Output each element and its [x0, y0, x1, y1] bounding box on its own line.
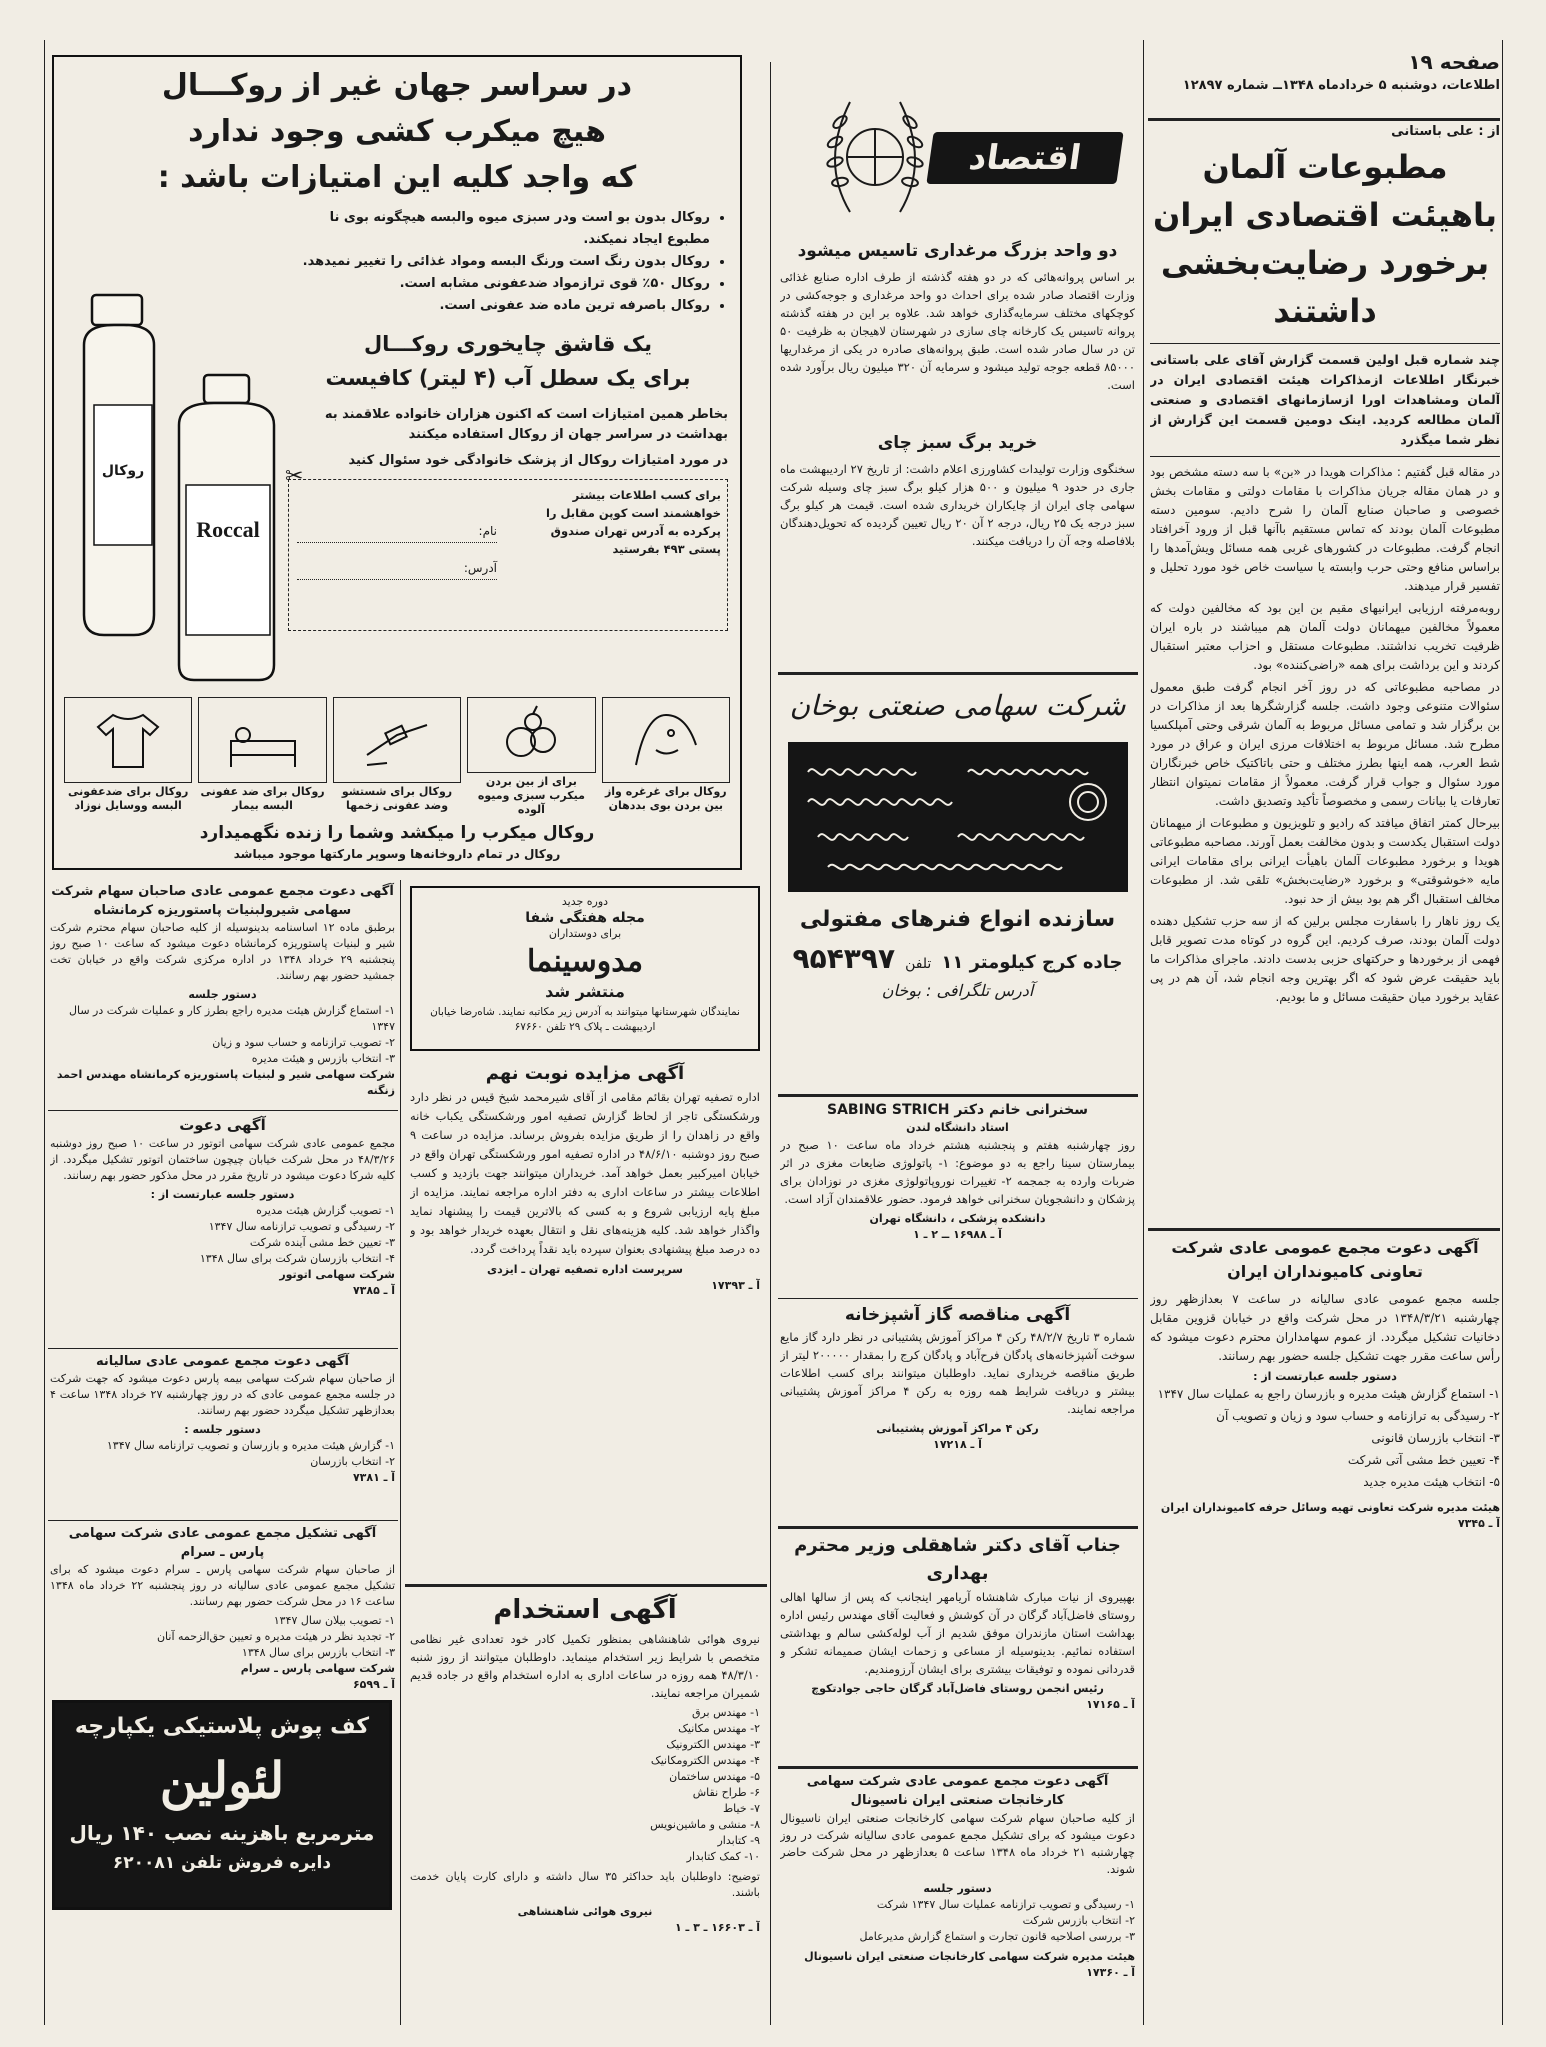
mag-pre2: برای دوستداران: [548, 927, 622, 940]
fruit-icon: [467, 697, 595, 773]
agenda-item: ۳- انتخاب بازرس برای سال ۱۳۴۸: [241, 1646, 395, 1659]
ad-agenda-title: دستور جلسه: [923, 1882, 992, 1895]
agenda-item: ۲- تصویب ترازنامه و حساب سود و زیان: [212, 1036, 395, 1049]
benefit-item: • روکال بدون بو است ودر سبزی میوه والبسه هیچگونه بوی نا مطبوع ایجاد نمیکند.: [288, 207, 710, 251]
lecture-ad: [780, 1100, 1135, 1295]
leolin-line-2: مترمربع باهزینه نصب ۱۴۰ ریال: [69, 1821, 375, 1845]
ad-ref: آ ـ ۶۵۹۹: [352, 1678, 395, 1689]
main-article: [1150, 124, 1500, 1220]
agenda-item: ۲- رسیدگی به ترازنامه و حساب سود و زیان و تصویب آن: [1216, 1409, 1500, 1423]
ad-title: آگهی مزایده نوبت نهم: [485, 1063, 685, 1084]
iqtisad-logo: [780, 62, 1135, 237]
roccal-note: بخاطر همین امتیازات است که اکنون هزاران خانواده علاقمند به بهداشت در سراسر جهان از روکال استفاده میکنند: [324, 407, 728, 442]
roccal-ad: [52, 55, 742, 870]
ad-signer: رئیس انجمن روستای فاضل‌آباد گرگان حاجی جوادتکوچ: [811, 1682, 1104, 1695]
ad-signer: رکن ۴ مراکز آموزش پشتیبانی: [876, 1422, 1039, 1435]
agenda-item: ۲- انتخاب بازرس شرکت: [1022, 1914, 1135, 1927]
thanks-ad: [780, 1532, 1135, 1762]
ad-title: جناب آقای دکتر شاهقلی وزیر محترم بهداری: [794, 1535, 1121, 1584]
benefit-item: • روکال بدون رنگ است ورنگ البسه ومواد غذائی را تغییر نمیدهد.: [288, 251, 710, 273]
ad-body: از صاحبان سهام شرکت سهامی پارس ـ سرام دعوت میشود که برای تشکیل مجمع عمومی عادی سالیانه در روز پنجشنبه ۲۲ خرداد ماه ۱۳۴۸ ساعت ۱۶ در محل شرکت حضور بهم رسانند.: [50, 1563, 395, 1608]
pars-ceram-ad: [50, 1524, 395, 1689]
ad-ref: آ ـ ۷۳۴۵: [1457, 1517, 1500, 1530]
ad-body: از صاحبان سهام شرکت سهامی بیمه پارس دعوت میشود که جهت شرکت در جلسه مجمع عمومی عادی که در روز چهارشنبه ۲۷ خرداد ۱۳۴۸ ساعت ۴ بعدازظهر تشکیل میگردد حضور بهم رسانند.: [50, 1372, 395, 1417]
ad-body: روز چهارشنبه هفتم و پنجشنبه هشتم خرداد ماه ساعت ۱۰ صبح در بیمارستان سینا راجع به دو موضوع: ۱- پاتولوژی ضایعات مغزی در اثر ضربات وارده به جمجمه ۲- تغییرات نوروپاتولوژی مغزی در نوزادان برای پزشکان و دانشجویان سخنرانی خواهد فرمود. حضور علاقمندان آزاد است.: [780, 1138, 1135, 1206]
article-paragraph: روبه‌مرفته ارزیابی ایرانیهای مقیم بن این بود که مخالفین دولت که معمولاً مخالفین میهمانان دولت آلمان هم میباشند در باره ایران ظرفیت تخریب نداشتند. مطبوعات مستقل و احزاب معتبر استقبال کردند و این برداشت برای همه «راضی‌کننده» بود.: [1150, 601, 1500, 672]
usage-caption: روکال برای شستشو وضد عفونی زخمها: [341, 785, 453, 812]
ad-signer: نیروی هوائی شاهنشاهی: [517, 1905, 653, 1918]
ad-body: اداره تصفیه تهران بقائم مقامی از آقای شیرمحمد شیخ قیس در نظر دارد ورشکستگی تاجر از لحاظ گزارش تصفیه امور ورشکستگی یکباب خانه واقع در زاهدان را از طریق مزایده بفروش برساند. مزایده در ساعت ۹ صبح روز دوشنبه ۴۸/۶/۱۰ در اداره تصفیه امور ورشکستگی تهران واقع در خیابان امیرکبیر بعمل خواهد آمد. خریداران میتوانند جهت بازدید و کسب اطلاعات بیشتر در ساعات اداری به دفتر اداره مراجعه نمایند. مزایده از مبلغ پایه ارزیابی شروع و به کسی که بالاترین قیمت را پیشنهاد نماید واگذار خواهد شد. کلیه هزینه‌های نقل و انتقال بعهده خریدار خواهد بود و ده درصد مبلغ پیشنهادی بعنوان سپرده باید نقداً پرداخت گردد.: [410, 1090, 760, 1256]
role-item: ۸- منشی و ماشین‌نویس: [650, 1818, 760, 1831]
bottle-brand: Roccal: [196, 517, 260, 542]
ad-title: آگهی دعوت مجمع عمومی عادی صاحبان سهام شرکت سهامی شیرولبنیات پاستوریزه کرمانشاه: [51, 884, 394, 918]
coupon-address-field[interactable]: [297, 557, 497, 580]
ad-agenda-title: دستور جلسه عبارتست از :: [1253, 1370, 1397, 1383]
bottle-label: روکال: [101, 463, 145, 479]
employment-ad: [410, 1590, 760, 2022]
ad-signer: دانشکده پزشکی ، دانشگاه تهران: [869, 1212, 1046, 1225]
roccal-dose-2: برای یک سطل آب (۴ لیتر) کافیست: [325, 366, 691, 390]
sick-bed-icon: [198, 697, 326, 783]
role-item: ۱۰- کمک کتابدار: [686, 1850, 760, 1863]
pasteurized-ad: [50, 882, 395, 1107]
role-item: ۲- مهندس مکانیک: [678, 1722, 760, 1735]
ad-body: برطبق ماده ۱۲ اساسنامه بدینوسیله از کلیه صاحبان سهام محترم شرکت شیر و لبنیات پاستوریزه کرمانشاه دعوت میشود که ساعت ۱۰ صبح روز پنجشنبه ۲۹ خرداد ۱۳۴۸ در اداره مرکزی شرکت واقع در خیابان تخت جمشید حضور بهم رسانند.: [50, 921, 395, 982]
ad-ref: آ ـ ۱۷۲۱۸: [933, 1438, 982, 1451]
agenda-item: ۵- انتخاب هیئت مدیره جدید: [1363, 1475, 1500, 1489]
ad-ref: آ ـ ۱۷۳۹۳: [711, 1279, 760, 1292]
leolin-line-1: کف پوش پلاستیکی یکپارچه: [74, 1714, 370, 1739]
benefit-item: • روکال ۵۰٪ قوی ترازمواد ضدعفونی مشابه است.: [288, 273, 710, 295]
medicine-mag-ad: [410, 886, 760, 1051]
article-body: بر اساس پروانه‌هائی که در دو هفته گذشته از طرف اداره صنایع غذائی وزارت اقتصاد صادر شده برای احداث دو واحد مرغداری و جوجه‌کشی در کوچکهای مختلف سرمایه‌گذاری خواهد شد. علاوه بر این در هفته گذشته پروانه تاسیس یک کارخانه چای سازی در شهرستان لاهیجان به ظرفیت ۵۰ تن در سال صادر شده است. طبق پروانه‌های صادره در یکی از مرغداریها ۸۵۰۰۰ قطعه جوجه تولید میشود و سرمایه آن ۳۲۰ میلیون ریال برآورد شده است.: [780, 270, 1135, 392]
ad-subtitle: استاد دانشگاه لندن: [906, 1121, 1009, 1134]
autour-ad: [50, 1114, 395, 1344]
section-logo: اقتصاد: [926, 132, 1123, 184]
roccal-ask: در مورد امتیازات روکال از پزشک خانوادگی خود سئوال کنید: [348, 453, 728, 468]
ad-ref: آ ـ ۱۶۹۸۸ ــ ۲ ـ ۱: [913, 1228, 1002, 1241]
springs-image: [788, 742, 1128, 892]
poultry-article: [780, 238, 1135, 428]
ad-body: نیروی هوائی شاهنشاهی بمنظور تکمیل کادر خود تعدادی غیر نظامی متخصص با شرایط زیر استخدام مینماید. داوطلبان میتوانند از روز شنبه ۴۸/۳/۱۰ همه روزه در ساعات اداری به اداره استخدام واقع در جاده قدیم شمیران مراجعه نمایند.: [410, 1632, 760, 1700]
agenda-item: ۱- تصویب گزارش هیئت مدیره: [256, 1204, 395, 1217]
ad-ref: آ ـ ۱۶۶۰۳ ـ ۳ ـ ۱: [674, 1921, 760, 1934]
coupon-address-label: آدرس:: [463, 561, 497, 575]
company-name: شرکت سهامی صنعتی بوخان: [789, 689, 1126, 722]
agenda-item: ۱- استماع گزارش هیئت مدیره راجع بطرز کار و عملیات شرکت در سال ۱۳۴۷: [68, 1004, 395, 1033]
gas-tender-ad: [780, 1302, 1135, 1522]
roccal-dose-1: یک قاشق چایخوری روکـــال: [363, 332, 653, 356]
coupon-name-label: نام:: [478, 524, 497, 538]
ad-body: شماره ۳ تاریخ ۴۸/۲/۷ رکن ۴ مراکز آموزش پشتیبانی در نظر دارد گاز مایع سوخت آشپزخانه‌های پادگان فرح‌آباد و پادگان کرج را بمقدار ۲۰۰۰۰۰ لیتر از طریق مناقصه خریداری نماید. داوطلبان میتوانند برای کسب اطلاعات بیشتر و دریافت شرایط همه روزه به رکن ۴ مراکز آموزش پشتیبانی مراجعه نمایند.: [780, 1330, 1135, 1416]
company-subtitle: سازنده انواع فنرهای مفتولی: [799, 907, 1116, 932]
agenda-item: ۳- تعیین خط مشی آینده شرکت: [249, 1236, 395, 1249]
agenda-item: ۱- رسیدگی و تصویب ترازنامه عملیات سال ۱۳۴۷ شرکت: [876, 1898, 1135, 1911]
ad-title: آگهی دعوت مجمع عمومی عادی شرکت سهامی کارخانجات صنعتی ایران ناسیونال: [806, 1774, 1109, 1808]
role-item: ۴- مهندس الکترومکانیک: [650, 1754, 760, 1767]
baby-clothes-icon: [64, 697, 192, 783]
article-paragraph: بیرحال کمتر اتفاق میافتد که رادیو و تلویزیون و مطبوعات از میهمانان دولت استقبال یکدست و بدون مخالفت بعمل آورند. مصاحبه مطبوعاتی هویدا و برخورد مطبوعات آلمان باهیأت ایرانی برای مقامات ایرانی مایه «خوشوقتی» و برخورد «رضایت‌بخش» تلقی شد. از مطبوعات مخالف استقبال اگر هم بود بیش از حد نبود.: [1150, 816, 1500, 906]
ad-ref: آ ـ ۱۷۳۶۰: [1086, 1966, 1135, 1979]
mag-status: منتشر شد: [545, 982, 625, 1001]
ad-signer: هیئت مدیره شرکت سهامی کارخانجات صنعتی ایران ناسیونال: [804, 1950, 1135, 1963]
mouth-rinse-icon: [602, 697, 730, 783]
mag-pre: مجله هفتگی شفا: [525, 910, 645, 926]
ad-body: مجمع عمومی عادی شرکت سهامی اتوتور در ساعت ۱۰ صبح روز دوشنبه ۴۸/۳/۲۶ در محل شرکت خیابان چیچون ساختمان اتوتور تشکیل میگردد. از کلیه شرکا دعوت میشود در تاریخ مقرر در محل مذکور حضور بهم رسانند.: [50, 1137, 395, 1182]
ad-signer: سرپرست اداره تصفیه تهران ـ ایزدی: [487, 1263, 683, 1276]
ad-body: بهپیروی از نیات مبارک شاهنشاه آریامهر اینجانب که پس از سالها اهالی روستای فاضل‌آباد گرگان در آن کوشش و فعالیت آقای مهندس رئیس اداره بهداشت استان مازندران موفق شدیم از آب لوله‌کشی سالم و بهداشتی استفاده نمائیم. بدینوسیله از مساعی و زحمات ایشان صمیمانه تشکر و قدردانی نموده و توفیقات بیشتری برای ایشان آرزومندیم.: [780, 1590, 1135, 1676]
roccal-bottle-icon: [74, 285, 294, 685]
roccal-benefits: [288, 207, 728, 317]
article-paragraph: یک روز ناهار را باسفارت مجلس برلین که از سه حزب تشکیل دهنده دولت آلمان بودند، صرف کردیم. این گروه در کوتاه مدت تصویر قابل فهمی از برخوردها و حرکتهای حزبی بدست دادند. ماجرای مذاکرات ما باید حقیقت عرض شود که اگر بهترین وجه انجام شد، آن هم در پی عقاید برخورد میان حقیقت مسائل و ما بودیم.: [1150, 914, 1500, 1004]
agenda-item: ۱- گزارش هیئت مدیره و بازرسان و تصویب ترازنامه سال ۱۳۴۷: [106, 1439, 395, 1452]
coupon-name-field[interactable]: [297, 520, 497, 543]
leolin-brand: لئولین: [159, 1751, 285, 1810]
phone-label: تلفن: [905, 956, 932, 972]
scissors-icon: ✂: [285, 464, 304, 489]
tea-article: [780, 430, 1135, 670]
telegraph-address: آدرس تلگرافی : بوخان: [881, 981, 1034, 1000]
auction-ad: [410, 1060, 760, 1580]
roccal-headline-1: در سراسر جهان غیر از روکـــال: [161, 68, 633, 103]
role-item: ۷- خیاط: [722, 1802, 760, 1815]
roccal-headline-3: که واجد کلیه این امتیازات باشد :: [157, 160, 637, 195]
mag-title: مدوسینما: [526, 944, 644, 979]
ad-title: آگهی تشکیل مجمع عمومی عادی شرکت سهامی پارس ـ سرام: [68, 1526, 377, 1560]
role-item: ۹- کتابدار: [717, 1834, 760, 1847]
article-title: خرید برگ سبز چای: [877, 433, 1038, 453]
role-item: ۶- طراح نقاش: [692, 1786, 760, 1799]
agenda-item: ۱- استماع گزارش هیئت مدیره و بازرسان راجع به عملیات سال ۱۳۴۷: [1157, 1387, 1500, 1401]
role-item: ۵- مهندس ساختمان: [669, 1770, 760, 1783]
agenda-item: ۱- تصویب بیلان سال ۱۳۴۷: [273, 1614, 395, 1627]
ad-agenda-title: دستور جلسه :: [184, 1423, 261, 1436]
article-byline: از : علی باستانی: [1391, 124, 1500, 139]
benefit-item: • روکال باصرفه ترین ماده ضد عفونی است.: [288, 295, 710, 317]
usage-caption: برای از بین بردن میکرب سبزی ومیوه آلوده: [477, 775, 585, 816]
page-number: صفحه ۱۹: [1408, 50, 1500, 74]
ad-title: سخنرانی خانم دکتر SABING STRICH: [827, 1102, 1088, 1118]
phone-number: ۹۵۴۳۹۷: [792, 942, 896, 975]
agenda-item: ۳- بررسی اصلاحیه قانون تجارت و استماع گزارش مدیرعامل: [859, 1930, 1135, 1943]
role-item: ۳- مهندس الکترونیک: [666, 1738, 760, 1751]
usage-caption: روکال برای ضد عفونی البسه بیمار: [200, 785, 325, 812]
ad-signer: شرکت سهامی اتوتور: [279, 1268, 395, 1281]
article-paragraph: در مصاحبه مطبوعاتی که در روز آخر انجام گرفت طبق معمول سئوالات متنوعی وجود داشت. جلسه گزارشگرها بعد از مذاکرات در بن برگزار شد و تمامی مسائل مربوط به آلمان شرقی وحتی آمپلکسیا مطرح شد. مسائل مربوط به اختلافات مرزی ایران و عراق در مورد شط العرب، همه اینها بطرز مختلف و حتی باتاکتیک خاص خبرنگاران مورد سئوال و جواب قرار گرفت. معمولاً از مقامات نمیتوان انتظار تعارفات یا بیانات رسمی و مخصوصاً تأکید وتصدیق داشت.: [1150, 680, 1500, 808]
ad-ref: آ ـ ۷۳۸۱: [352, 1471, 395, 1484]
agenda-item: ۴- انتخاب بازرسان شرکت برای سال ۱۳۴۸: [199, 1252, 395, 1265]
ad-ref: آ ـ ۷۳۸۵: [352, 1284, 395, 1297]
ad-title: آگهی دعوت مجمع عمومی عادی سالیانه: [96, 1354, 349, 1369]
ad-ref: آ ـ ۱۷۱۶۵: [1086, 1698, 1135, 1711]
ad-body: از کلیه صاحبان سهام شرکت سهامی کارخانجات صنعتی ایران ناسیونال دعوت میشود که برای تشکیل مجمع عمومی عادی سالیانه شرکت در روز چهارشنبه ۲۱ خرداد ماه ۱۳۴۸ ساعت ۵ بعدازظهر در محل شرکت حاضر شوند.: [780, 1811, 1135, 1876]
usage-caption: روکال برای ضدعفونی البسه ووسایل نوزاد: [68, 785, 189, 812]
ad-agenda-title: دستور جلسه عبارتست از :: [150, 1188, 295, 1201]
agenda-item: ۳- انتخاب بازرس و هیئت مدیره: [251, 1052, 395, 1065]
agenda-item: ۳- انتخاب بازرسان قانونی: [1371, 1431, 1500, 1445]
agenda-item: ۲- رسیدگی و تصویب ترازنامه سال ۱۳۴۷: [208, 1220, 395, 1233]
article-title: دو واحد بزرگ مرغداری تاسیس میشود: [797, 241, 1118, 261]
annual-meeting-ad: [50, 1352, 395, 1517]
agenda-item: ۴- تعیین خط مشی آتی شرکت: [1347, 1453, 1500, 1467]
mag-agents: نمایندگان شهرستانها میتوانند به آدرس زیر مکاتبه نمایند. شاه‌رضا خیابان اردیبهشت ـ پلاک ۲۹ تلفن ۶۷۶۶۰: [430, 1006, 740, 1033]
coop-meeting-ad: [1150, 1236, 1500, 2021]
leolin-line-3: دایره فروش تلفن ۶۲۰۰۸۱: [112, 1853, 332, 1873]
usage-caption: روکال برای غرغره واز بین بردن بوی بددهان: [604, 785, 727, 812]
bukhan-ad: [780, 682, 1135, 1090]
ad-footer: توضیح: داوطلبان باید حداکثر ۳۵ سال داشته و دارای کارت پایان خدمت باشند.: [410, 1870, 760, 1899]
agenda-item: ۲- تجدید نظر در هیئت مدیره و تعیین حق‌الزحمه آنان: [156, 1630, 395, 1643]
article-body: سخنگوی وزارت تولیدات کشاورزی اعلام داشت: از تاریخ ۲۷ اردیبهشت ماه جاری در حدود ۹ میلیون و ۵۰۰ هزار کیلو برگ سبز چای وسیله شرکت سهامی چای ایران از چایکاران خریداری شده است. قیمت هر کیلو برگ سبز درجه یک ۲۵ ریال، درجه ۲ آن ۲۰ ریال تعیین گردیده که تحویل‌دهندگان بلافاصله وجه آن را دریافت میکنند.: [780, 462, 1135, 548]
springs-icon: [788, 742, 1128, 892]
ad-agenda-title: دستور جلسه: [188, 988, 257, 1001]
ad-title: آگهی استخدام: [493, 1595, 677, 1625]
article-paragraph: در مقاله قبل گفتیم : مذاکرات هویدا در «بن» با سه دسته مشخص بود و در همان مقاله جریان مذاکرات با مقامات دولتی و مقامات بخش خصوصی و صاحبان صنایع آلمان را شرح دادیم. سومین دسته مطبوعات آلمان بودند که تماس مستقیم باآنها قبل از ورود آخرافتاد انجام گرفت. مطبوعات در کشورهای غربی همه مسائل ویش‌آمدها را براساس منافع وحتی حرب وابسته یا سیاست خاص خود مورد تحلیل و تفسیر قرار میدهند.: [1150, 465, 1500, 593]
roccal-footer-1: روکال میکرب را میکشد وشما را زنده نگهمیدارد: [199, 823, 595, 843]
ad-body: جلسه مجمع عمومی عادی سالیانه در ساعت ۷ بعدازظهر روز چهارشنبه ۱۳۴۸/۳/۲۱ در محل شرکت واقع در خیابان قزوین مقابل دخانیات تشکیل میگردد. از عموم سهامداران محترم دعوت میشود که رأس ساعت مقرر جهت تشکیل جلسه حضور بهم رسانند.: [1150, 1292, 1500, 1363]
mag-kicker: دوره جدید: [561, 895, 609, 908]
roccal-footer-2: روکال در تمام داروخانه‌ها وسوپر مارکتها موجود میباشد: [233, 847, 561, 861]
role-item: ۱- مهندس برق: [691, 1706, 760, 1719]
bandage-hand-icon: [333, 697, 461, 783]
issue-line: اطلاعات، دوشنبه ۵ خردادماه ۱۳۴۸ــ شماره ۱۲۸۹۷: [1182, 78, 1500, 93]
ad-signer: شرکت سهامی شیر و لبنیات پاستوریزه کرمانشاه مهندس احمد زنگنه: [56, 1068, 395, 1097]
ad-title: آگهی دعوت مجمع عمومی عادی شرکت تعاونی کامیونداران ایران: [1171, 1238, 1479, 1281]
ad-title: آگهی مناقصه گاز آشپزخانه: [844, 1305, 1071, 1325]
agenda-item: ۲- انتخاب بازرسان: [310, 1455, 395, 1468]
roccal-headline-2: هیچ میکرب کشی وجود ندارد: [188, 114, 606, 149]
ad-title: آگهی دعوت: [179, 1116, 266, 1134]
page-header: [1150, 48, 1500, 114]
ad-signer: هیئت مدیره شرکت تعاونی تهیه وسائل حرفه کامیونداران ایران: [1160, 1501, 1500, 1514]
ad-signer: شرکت سهامی پارس ـ سرام: [240, 1662, 395, 1675]
iran-national-ad: [780, 1772, 1135, 2022]
article-title: مطبوعات آلمان باهیئت اقتصادی ایران برخورد رضایت‌بخشی داشتند: [1153, 148, 1497, 330]
roccal-bottles: [74, 285, 294, 685]
company-address: جاده کرج کیلومتر ۱۱: [941, 952, 1123, 973]
leolin-ad: [52, 1700, 392, 1910]
article-intro: چند شماره قبل اولین قسمت گزارش آقای علی باستانی خبرنگار اطلاعات ازمذاکرات هیئت اقتصادی ایران در آلمان ومشاهدات اورا ازسازمانهای اقتصادی و صنعتی آلمان مطالعه کردید. اینک دومین قسمت این گزارش از نظر شما میگذرد: [1150, 352, 1500, 447]
coupon-text: برای کسب اطلاعات بیشتر خواهشمند است کوپن مقابل را پرکرده به آدرس تهران صندوق پستی ۴۹۳ بفرستید: [545, 488, 721, 556]
